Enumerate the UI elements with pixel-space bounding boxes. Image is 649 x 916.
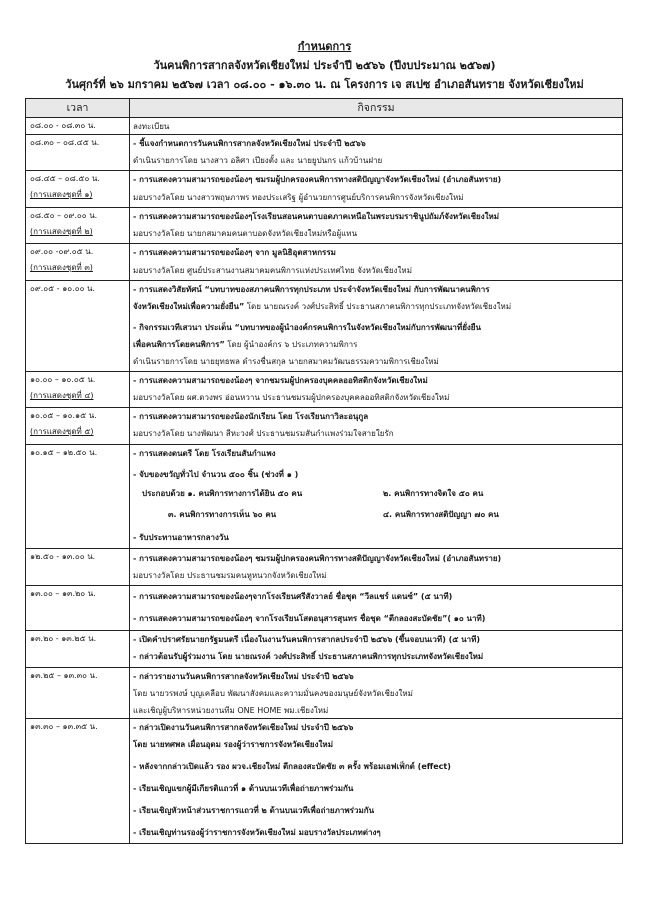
activity-cell (130, 549, 623, 586)
schedule-row (26, 445, 623, 549)
time-column-header: เวลา (26, 99, 130, 118)
time-range: ๑๓.๐๐ – ๑๓.๒๐ น. (30, 589, 96, 598)
activity-cell (130, 118, 623, 135)
time-range: ๑๒.๕๐ - ๑๓.๐๐ น. (30, 552, 96, 561)
activity-item: - การแสดงความสามารถของน้องนักเรียน โดย โรงเรียนกาวิละอนุกูล (133, 412, 369, 421)
time-range: ๑๐.๐๕ – ๑๐.๑๕ น. (30, 411, 97, 420)
time-cell (26, 408, 130, 445)
schedule-row (26, 281, 623, 372)
activity-cell (130, 372, 623, 408)
activity-item: - เรียนเชิญแขกผู้มีเกียรติแถวที่ ๑ ด้านบนเวทีเพื่อถ่ายภาพร่วมกัน (133, 784, 354, 793)
time-range: ๐๘.๔๕ – ๐๘.๕๐ น. (30, 174, 100, 183)
time-range: ๐๙.๐๐ -๐๙.๐๕ น. (30, 247, 94, 256)
activity-item: โดย นายทศพล เผื่อนอุดม รองผู้ว่าราชการจังหวัดเชียงใหม่ (133, 740, 333, 749)
activity-item: - การแสดงความสามารถของน้องๆจากโรงเรียนศรีสังวาลย์ ชื่อชุด “วีลแชร์ แดนซ์” (๕ นาที) (133, 592, 453, 601)
activity-cell (130, 668, 623, 719)
activity-cell (130, 408, 623, 445)
activity-item: - การแสดงวิสัยทัศน์ “บทบาทของสภาคนพิการทุกประเภท ประจำจังหวัดเชียงใหม่ กับการพัฒนาคนพิการ (133, 285, 490, 294)
performance-label: (การแสดงชุดที่ ๔) (30, 391, 94, 400)
activity-item: - การแสดงความสามารถของน้องๆ ชมรมผู้ปกครองคนพิการทางสติปัญญาจังหวัดเชียงใหม่ (อำเภอสันทราย) (133, 175, 502, 184)
time-range: ๐๙.๐๕ - ๑๐.๐๐ น. (30, 284, 96, 293)
time-cell (26, 549, 130, 586)
activity-cell (130, 281, 623, 372)
schedule-row (26, 586, 623, 631)
schedule-row (26, 719, 623, 844)
time-range: ๑๓.๒๐ - ๑๓.๒๕ น. (30, 634, 97, 643)
activity-item: ประกอบด้วย ๑. คนพิการทางการได้ยิน ๕๐ คน (142, 489, 303, 498)
time-cell (26, 668, 130, 719)
activity-item: - กล่าวต้อนรับผู้ร่วมงาน โดย นายณรงค์ วงศ์ประสิทธิ์ ประธานสภาคนพิการทุกประเภทจังหวัดเชียงใหม่ (133, 652, 484, 661)
time-cell (26, 372, 130, 408)
time-cell (26, 631, 130, 668)
time-range: ๑๐.๑๕ – ๑๒.๕๐ น. (30, 448, 98, 457)
activity-detail: มอบรางวัลโดย นางสาวพฤษภาพร ทองประเสริฐ ผู้อำนวยการศูนย์บริการคนพิการจังหวัดเชียงใหม่ (133, 193, 464, 202)
activity-item: - กล่าวรายงานวันคนพิการสากลจังหวัดเชียงใหม่ ประจำปี ๒๕๖๖ (133, 672, 354, 681)
schedule-row (26, 408, 623, 445)
activity-item: ๓. คนพิการทางการเห็น ๖๐ คน (168, 510, 277, 519)
activity-cell (130, 445, 623, 549)
activity-cell (130, 171, 623, 208)
time-range: ๐๘.๓๐ – ๐๘.๔๕ น. (30, 138, 100, 147)
activity-item: - การแสดงความสามารถของน้องๆ จากโรงเรียนโสตอนุสารสุนทร ชื่อชุด “ตีกลองสะบัดชัย”( ๑๐ นาที) (133, 614, 486, 623)
activity-detail: มอบรางวัลโดย ผศ.ดวงพร อ่อนหวาน ประธานชมรมผู้ปกครองบุคคลออทิสติกจังหวัดเชียงใหม่ (133, 393, 450, 402)
schedule-row (26, 631, 623, 668)
time-range: ๑๓.๒๕ – ๑๓.๓๐ น. (30, 671, 98, 680)
performance-label: (การแสดงชุดที่ ๕) (30, 427, 94, 436)
schedule-row (26, 208, 623, 244)
schedule-row (26, 135, 623, 171)
activity-item: ๒. คนพิการทางจิตใจ ๕๐ คน (383, 489, 484, 498)
activity-cell (130, 586, 623, 631)
activity-detail: มอบรางวัลโดย ประธานชมรมคนหูหนวกจังหวัดเชียงใหม่ (133, 571, 327, 580)
event-date-location: วันศุกร์ที่ ๒๖ มกราคม ๒๕๖๗ เวลา ๐๘.๐๐ - ๑๖.๓๐ น. ณ โครงการ เจ สเปซ อำเภอสันทราย จังหวัดเชียงใหม่ (65, 78, 584, 91)
event-subtitle: วันคนพิการสากลจังหวัดเชียงใหม่ ประจำปี ๒๕๖๖ (ปีงบประมาณ ๒๕๖๗) (153, 59, 496, 72)
schedule-row (26, 244, 623, 281)
time-range: ๐๘.๐๐ - ๐๘.๓๐ น. (30, 121, 96, 130)
time-cell (26, 171, 130, 208)
activity-detail: ลงทะเบียน (133, 122, 170, 131)
activity-item: - หลังจากกล่าวเปิดแล้ว รอง ผวจ.เชียงใหม่ ตีกลองสะบัดชัย ๓ ครั้ง พร้อมเอฟเฟ็กต์ (effect) (133, 762, 451, 771)
performance-label: (การแสดงชุดที่ ๒) (30, 227, 93, 236)
time-cell (26, 244, 130, 281)
activity-item: - ชี้แจงกำหนดการวันคนพิการสากลจังหวัดเชียงใหม่ ประจำปี ๒๕๖๖ (133, 139, 366, 148)
activity-column-header: กิจกรรม (130, 99, 623, 118)
activity-item: - การแสดงความสามารถของน้องๆ ชมรมผู้ปกครองคนพิการทางสติปัญญาจังหวัดเชียงใหม่ (อำเภอสันทราย) (133, 554, 502, 563)
performance-label: (การแสดงชุดที่ ๓) (30, 263, 93, 272)
activity-item: - จับของขวัญทั่วไป จำนวน ๕๐๐ ชิ้น (ช่วงที่ ๑ ) (133, 470, 299, 479)
activity-item: - การแสดงความสามารถของน้องๆ จาก มูลนิธิอุตสาหกรรม (133, 248, 336, 257)
activity-detail: ดำเนินรายการโดย นางสาว อลิศา เปียงตั้ง และ นายยูปนกร แก้วบ้านฝาย (133, 156, 383, 165)
table-header-row (26, 99, 623, 118)
activity-detail: โดย นายวรพงษ์ บุญเคลือบ พัฒนาสังคมและความมั่นคงของมนุษย์จังหวัดเชียงใหม่ (133, 689, 413, 698)
activity-detail: มอบรางวัลโดย นางพัฒนา สีหะวงศ์ ประธานชมรมสันกำแพงร่วมใจสายใยรัก (133, 429, 394, 438)
activity-detail: มอบรางวัลโดย ศูนย์ประสานงานสมาคมคนพิการแห่งประเทศไทย จังหวัดเชียงใหม่ (133, 266, 412, 275)
activity-cell (130, 135, 623, 171)
activity-detail: ดำเนินรายการโดย นายยุทธพล ดำรงชื่นสกุล นายกสมาคมวัฒนธรรมความพิการเชียงใหม่ (133, 357, 439, 366)
activity-item: - เปิดคำปราศรัยนายกรัฐมนตรี เนื่องในงานวันคนพิการสากลประจำปี ๒๕๖๖ (ขึ้นจอบนเวที) (๕ นาที) (133, 635, 481, 644)
time-range: ๐๘.๕๐ – ๐๙.๐๐ น. (30, 211, 98, 220)
schedule-row (26, 549, 623, 586)
schedule-row (26, 118, 623, 135)
activity-item: - การแสดงความสามารถของน้องๆ จากชมรมผู้ปกครองบุคคลออทิสติกจังหวัดเชียงใหม่ (133, 376, 428, 385)
time-cell (26, 118, 130, 135)
activity-cell (130, 208, 623, 244)
activity-cell (130, 244, 623, 281)
activity-item: - รับประทานอาหารกลางวัน (133, 533, 229, 542)
time-cell (26, 586, 130, 631)
time-range: ๑๓.๓๐ – ๑๓.๓๕ น. (30, 722, 98, 731)
schedule-row (26, 668, 623, 719)
time-range: ๑๐.๐๐ – ๑๐.๐๕ น. (30, 375, 96, 384)
activity-item: - การแสดงความสามารถของน้องๆโรงเรียนสอนคนตาบอดภาคเหนือในพระบรมราชินูปถัมภ์จังหวัดเชียงใหม่ (133, 212, 500, 221)
time-cell (26, 208, 130, 244)
activity-cell (130, 631, 623, 668)
time-cell (26, 135, 130, 171)
activity-item: - การแสดงดนตรี โดย โรงเรียนสันกำแพง (133, 449, 276, 458)
activity-detail: จังหวัดเชียงใหม่เพื่อความยั่งยืน” โดย นายณรงค์ วงศ์ประสิทธิ์ ประธานสภาคนพิการทุกประเภทจังหวัดเชียงใหม่ (133, 302, 512, 311)
activity-item: - เรียนเชิญหัวหน้าส่วนราชการแถวที่ ๒ ด้านบนเวทีเพื่อถ่ายภาพร่วมกัน (133, 806, 375, 815)
activity-detail: มอบรางวัลโดย นายกสมาคมคนตาบอดจังหวัดเชียงใหม่หรือผู้แทน (133, 229, 358, 238)
activity-detail: และเชิญผู้บริหารหน่วยงานทีม ONE HOME พม.เชียงใหม่ (133, 706, 329, 715)
schedule-row (26, 372, 623, 408)
activity-item: ๔. คนพิการทางสติปัญญา ๗๐ คน (383, 510, 499, 519)
activity-item: - กล่าวเปิดงานวันคนพิการสากลจังหวัดเชียงใหม่ ประจำปี ๒๕๖๖ (133, 723, 354, 732)
schedule-row (26, 171, 623, 208)
activity-cell (130, 719, 623, 844)
time-cell (26, 445, 130, 549)
time-cell (26, 719, 130, 844)
activity-item: - กิจกรรมเวทีเสวนา ประเด็น “บทบาทของผู้นำองค์กรคนพิการในจังหวัดเชียงใหม่กับการพัฒนาที่ยั่งยืน (133, 323, 481, 332)
time-cell (26, 281, 130, 372)
performance-label: (การแสดงชุดที่ ๑) (30, 190, 93, 199)
schedule-table (25, 98, 623, 844)
activity-item: - เรียนเชิญท่านรองผู้ว่าราชการจังหวัดเชียงใหม่ มอบรางวัลประเภทต่างๆ (133, 828, 381, 837)
document-title: กำหนดการ (297, 40, 352, 53)
activity-detail: เพื่อคนพิการโดยคนพิการ” โดย ผู้นำองค์กร ๖ ประเภทความพิการ (133, 340, 358, 349)
